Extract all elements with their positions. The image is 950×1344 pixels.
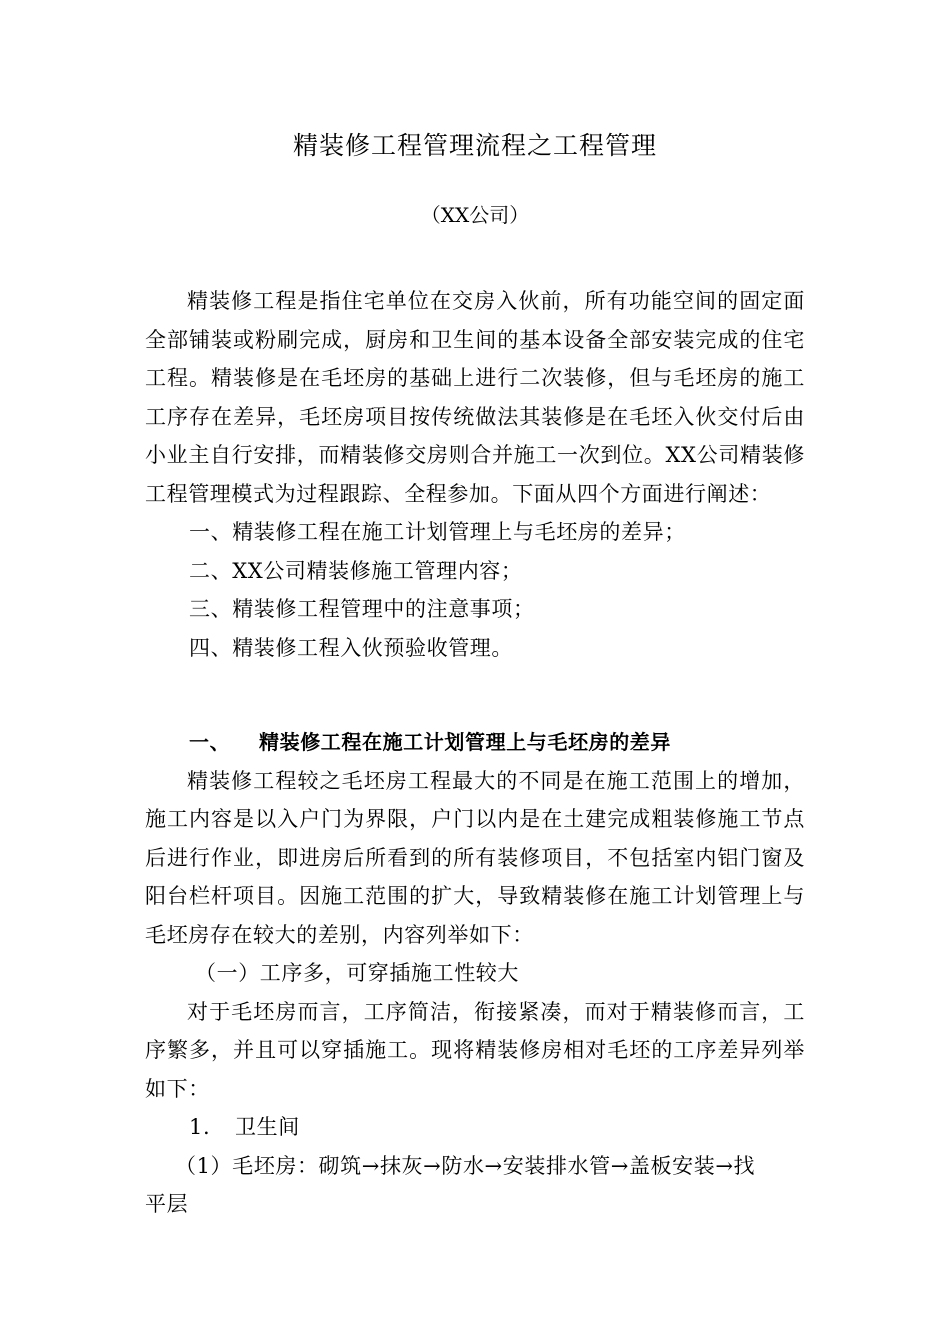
outline-item-1: 一、精装修工程在施工计划管理上与毛坯房的差异； [189,520,686,544]
intro-paragraph: 精装修工程是指住宅单位在交房入伙前，所有功能空间的固定面全部铺装或粉刷完成，厨房和卫生间的基本设备全部安装完成的住宅工程。精装修是在毛坯房的基础上进行二次装修，但与毛坯房的施工工序存在差异，毛坯房项目按传统做法其装修是在毛坯入伙交付后由小业主自行安排，而精装修交房则合并施工一次到位。XX公司精装修工程管理模式为过程跟踪、全程参加。下面从四个方面进行阐述： [145,289,805,506]
outline-item-2: 二、XX公司精装修施工管理内容； [189,558,523,583]
section-1-paragraph: 精装修工程较之毛坯房工程最大的不同是在施工范围上的增加，施工内容是以入户门为界限，户门以内是在土建完成粗装修施工节点后进行作业，即进房后所看到的所有装修项目，不包括室内铝门窗及阳台栏杆项目。因施工范围的扩大，导致精装修在施工计划管理上与毛坯房存在较大的差别，内容列举如下： [145,768,805,947]
company-name: （XX公司） [420,203,530,227]
numbered-item-number: 1. [189,1115,211,1139]
section-1-title: 精装修工程在施工计划管理上与毛坯房的差异 [259,730,671,754]
subsection-paragraph: 对于毛坯房而言，工序简洁，衔接紧凑，而对于精装修而言，工序繁多，并且可以穿插施工。现将精装修房相对毛坯的工序差异列举如下： [145,999,805,1101]
step-line: （1）毛坯房：砌筑→抹灰→防水→安装排水管→盖板安装→找 [175,1153,756,1178]
outline-item-3: 三、精装修工程管理中的注意事项； [189,597,535,621]
step-line-continued: 平层 [145,1192,189,1216]
numbered-item-label: 卫生间 [235,1115,300,1139]
section-1 [145,723,805,1224]
document-title: 精装修工程管理流程之工程管理 [292,131,657,160]
subsection-heading: （一）工序多，可穿插施工性较大 [195,961,519,985]
numbered-item [145,1108,805,1147]
section-1-heading [145,723,805,762]
outline-item-4: 四、精装修工程入伙预验收管理。 [189,635,513,660]
intro-section [145,282,805,667]
section-1-number: 一、 [189,730,231,754]
